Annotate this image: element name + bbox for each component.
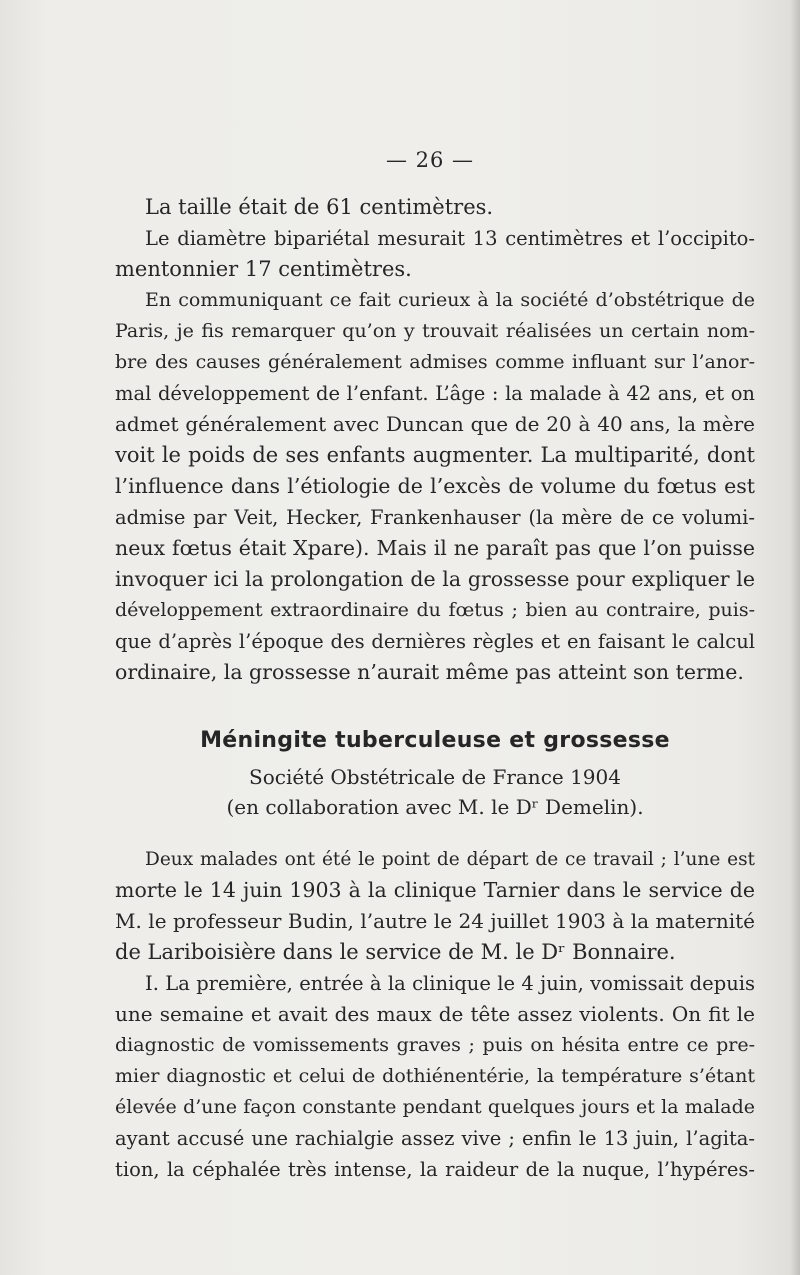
text-line: invoquer ici la prolongation de la grossesse pour expliquer le	[115, 567, 755, 591]
text-line: développement extraordinaire du fœtus ; bien au contraire, puis-	[115, 599, 755, 621]
text-line: admet généralement avec Duncan que de 20 à 40 ans, la mère	[115, 412, 755, 436]
text-line: de Lariboisière dans le service de M. le Dʳ Bonnaire.	[115, 940, 676, 964]
page-number: — 26 —	[385, 148, 475, 172]
text-line: I. La première, entrée à la clinique le 4 juin, vomissait depuis	[145, 972, 755, 995]
text-line: Le diamètre bipariétal mesurait 13 centimètres et l’occipito-	[145, 227, 755, 250]
text-line: tion, la céphalée très intense, la raideur de la nuque, l’hypéres-	[115, 1158, 755, 1181]
text-line: Paris, je fis remarquer qu’on y trouvait réalisées un certain nom-	[115, 320, 755, 342]
text-line: l’influence dans l’étiologie de l’excès de volume du fœtus est	[115, 474, 755, 498]
text-line: ayant accusé une rachialgie assez vive ; enfin le 13 juin, l’agita-	[115, 1127, 755, 1150]
text-line: En communiquant ce fait curieux à la société d’obstétrique de	[145, 289, 755, 311]
text-line: que d’après l’époque des dernières règles et en faisant le calcul	[115, 630, 755, 653]
section-subtitle-society: Société Obstétricale de France 1904	[249, 765, 621, 789]
text-line: neux fœtus était Xpare). Mais il ne paraît pas que l’on puisse	[115, 536, 755, 560]
body-text-bottom	[115, 844, 755, 1185]
text-line: admise par Veit, Hecker, Frankenhauser (la mère de ce volumi-	[115, 506, 755, 529]
section-subtitle-collaboration: (en collaboration avec M. le Dʳ Demelin).	[226, 795, 644, 819]
text-line: mal développement de l’enfant. L’âge : la malade à 42 ans, et on	[115, 382, 755, 405]
text-line: ordinaire, la grossesse n’aurait même pas atteint son terme.	[115, 660, 744, 684]
section-title: Méningite tuberculeuse et grossesse	[200, 728, 670, 753]
page-spine-shadow	[790, 0, 800, 1275]
text-line: bre des causes généralement admises comme influant sur l’anor-	[115, 351, 755, 373]
text-line: une semaine et avait des maux de tête assez violents. On fit le	[115, 1002, 755, 1026]
text-line: morte le 14 juin 1903 à la clinique Tarnier dans le service de	[115, 878, 755, 902]
text-line: M. le professeur Budin, l’autre le 24 juillet 1903 à la maternité	[115, 909, 755, 933]
text-line: mier diagnostic et celui de dothiénentérie, la température s’étant	[115, 1065, 755, 1087]
text-line: élevée d’une façon constante pendant quelques jours et la malade	[115, 1096, 755, 1118]
text-line: Deux malades ont été le point de départ de ce travail ; l’une est	[145, 849, 755, 870]
text-line: mentonnier 17 centimètres.	[115, 257, 412, 281]
text-line: voit le poids de ses enfants augmenter. La multiparité, dont	[115, 443, 755, 467]
text-line: diagnostic de vomissements graves ; puis on hésita entre ce pre-	[115, 1034, 755, 1056]
body-text-top	[115, 192, 755, 688]
text-line: La taille était de 61 centimètres.	[145, 195, 494, 219]
